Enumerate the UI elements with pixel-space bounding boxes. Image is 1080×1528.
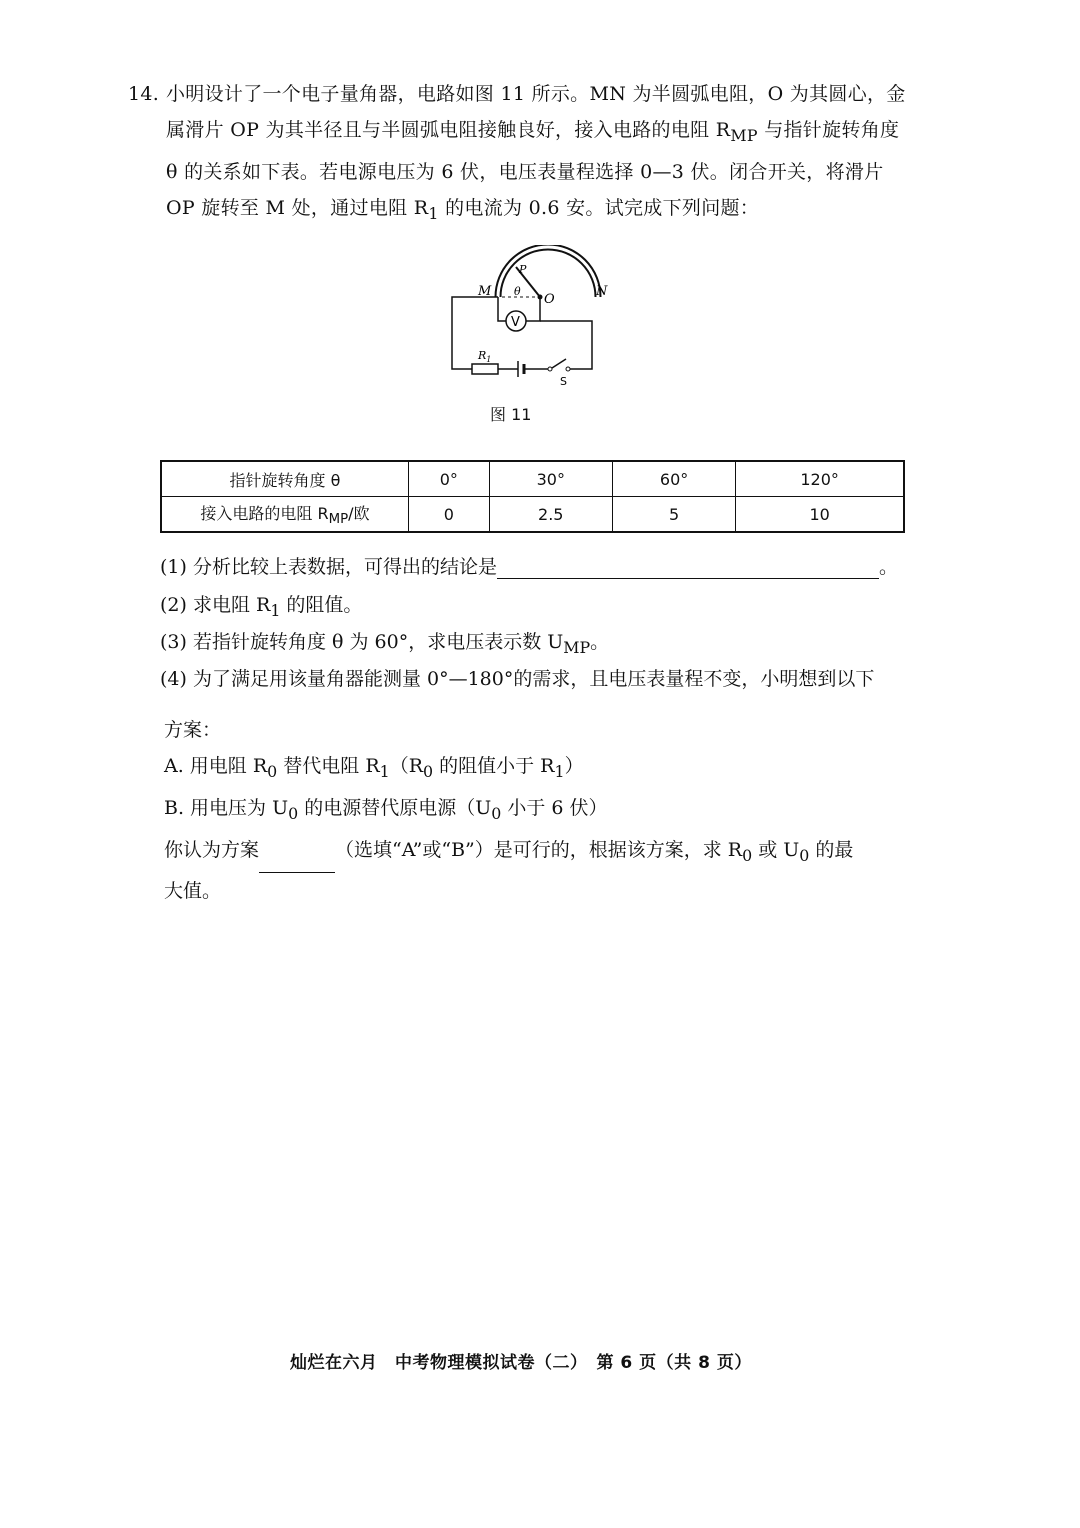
page-footer: 灿烂在六月 中考物理模拟试卷（二） 第 6 页（共 8 页） bbox=[290, 1353, 752, 1373]
table-row-angle bbox=[161, 461, 904, 497]
resistance-cell: 0 bbox=[409, 497, 490, 533]
resistance-cell: 5 bbox=[612, 497, 735, 533]
stem-line-2: 属滑片 OP 为其半径且与半圆弧电阻接触良好，接入电路的电阻 $R_{MP}$ 与指针旋转角度 bbox=[166, 119, 900, 145]
data-table bbox=[160, 460, 905, 533]
subquestion-3: (3) 若指针旋转角度 θ 为 60°，求电压表示数 $U_{MP}$。 bbox=[160, 631, 610, 657]
subquestion-4: (4) 为了满足用该量角器能测量 0°—180°的需求，且电压表量程不变，小明想到以下 bbox=[160, 668, 875, 690]
resistor-r1 bbox=[472, 364, 498, 374]
plan-option-b: B. 用电压为 $U_0$ 的电源替代原电源（$U_0$ 小于 6 伏） bbox=[164, 796, 608, 823]
angle-cell: 60° bbox=[612, 461, 735, 497]
plan-question-end: 大值。 bbox=[164, 880, 222, 903]
question-14 bbox=[128, 76, 918, 232]
plan-section bbox=[164, 712, 894, 909]
svg-text:S: S bbox=[560, 375, 567, 388]
table-row-resistance bbox=[161, 497, 904, 533]
plan-title: 方案： bbox=[164, 719, 222, 741]
figure-caption: 图 11 bbox=[490, 405, 532, 424]
svg-text:M: M bbox=[478, 284, 492, 299]
svg-text:P: P bbox=[519, 263, 527, 276]
svg-text:R1: $R_1$ bbox=[478, 349, 492, 364]
wire-right bbox=[540, 321, 592, 369]
semicircle-resistor bbox=[498, 247, 598, 297]
svg-text:O: O bbox=[544, 292, 555, 307]
angle-cell: 30° bbox=[489, 461, 612, 497]
angle-cell: 120° bbox=[736, 461, 904, 497]
svg-text:N: N bbox=[596, 284, 608, 299]
question-stem bbox=[166, 76, 918, 232]
angle-header: 指针旋转角度 θ bbox=[161, 461, 409, 497]
plan-question: 你认为方案 （选填“A”或“B”）是可行的，根据该方案，求 $R_0$ 或 $U_0$ 的最 bbox=[164, 832, 894, 874]
stem-line-4: OP 旋转至 M 处，通过电阻 $R_1$ 的电流为 0.6 安。试完成下列问题： bbox=[166, 196, 760, 223]
subquestion-1: (1) 分析比较上表数据，可得出的结论是 。 bbox=[160, 556, 898, 578]
switch-s bbox=[552, 359, 566, 368]
subquestion-2: (2) 求电阻 $R_1$ 的阻值。 bbox=[160, 594, 363, 620]
resistance-header: 接入电路的电阻 $R_{MP}/$欧 bbox=[161, 497, 409, 533]
question-number: 14. bbox=[128, 83, 160, 105]
angle-cell: 0° bbox=[409, 461, 490, 497]
answer-blank-1[interactable] bbox=[497, 556, 879, 579]
wire-voltmeter bbox=[498, 297, 506, 321]
stem-line-1: 小明设计了一个电子量角器，电路如图 11 所示。MN 为半圆弧电阻，O 为其圆心，金 bbox=[166, 83, 906, 105]
plan-option-a: A. 用电阻 $R_0$ 替代电阻 $R_1(R_0$ 的阻值小于 $R_1$） bbox=[164, 755, 584, 781]
answer-blank-plan[interactable] bbox=[259, 850, 335, 873]
resistance-cell: 2.5 bbox=[489, 497, 612, 533]
svg-text:θ: θ bbox=[514, 285, 521, 298]
stem-line-3: θ 的关系如下表。若电源电压为 6 伏，电压表量程选择 0—3 伏。闭合开关，将滑片 bbox=[166, 160, 884, 183]
resistance-cell: 10 bbox=[736, 497, 904, 533]
svg-text:V: V bbox=[511, 315, 520, 330]
circuit-diagram bbox=[440, 245, 640, 405]
